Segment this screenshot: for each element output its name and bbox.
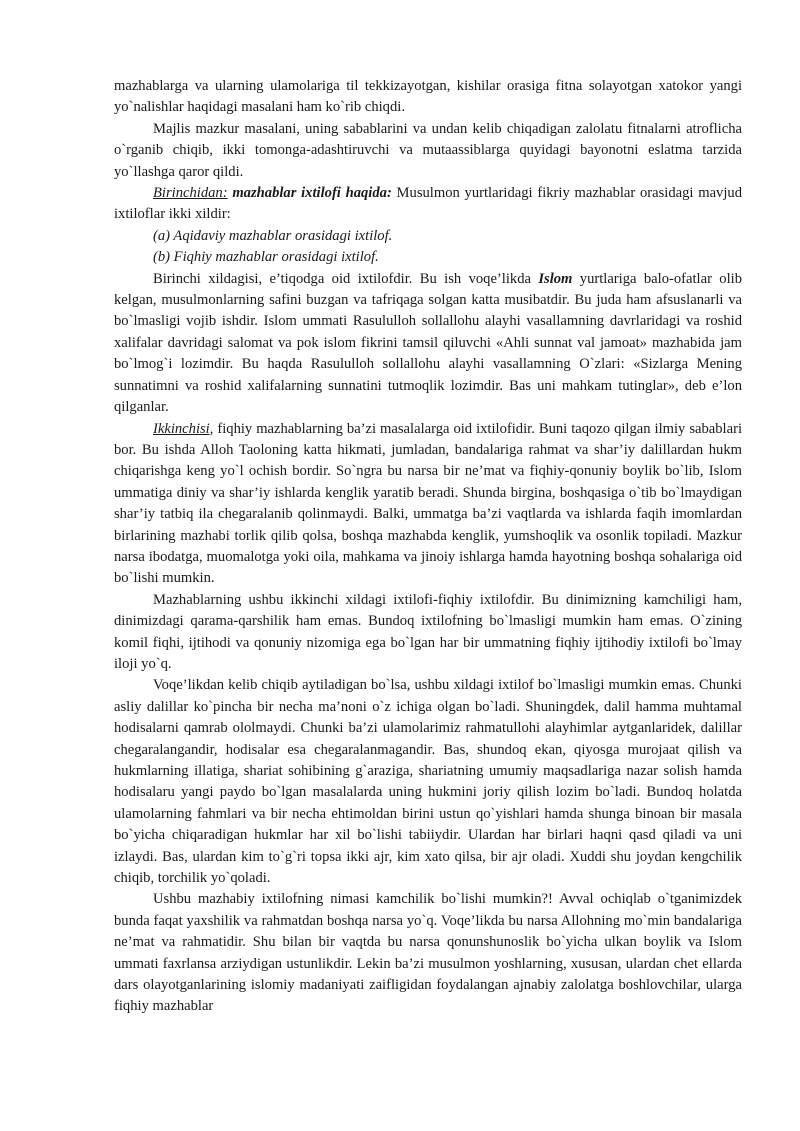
paragraph-conclusion: Ushbu mazhabiy ixtilofning nimasi kamchilik bo`lishi mumkin?! Avval ochiqlab o`tganimizdek bunda faqat yaxshilik va rahmatdan boshqa narsa yo`q. Voqe’likda bu narsa Allohning mo`min bandalariga ne’mat va rahmatidir. Shu bilan bir vaqtda bu narsa qonunshunoslik bo`yicha ulkan boylik va Islom ummati faxrlansa arziydigan ustunlikdir. Lekin ba’zi musulmon yoshlarning, xususan, ulardan chet ellarda dars olayotganlarining islomiy madaniyati zaifligidan foydalangan ajnabiy zalolatga boshlovchilar, ularga fiqhiy mazhablar [114, 891, 742, 1015]
first-point-heading: mazhablar ixtilofi haqida: [232, 185, 392, 202]
paragraph-reality: Voqe’likdan kelib chiqib aytiladigan bo`lsa, ushbu xildagi ixtilof bo`lmasligi mumkin emas. Chunki asliy dalillar ko`pincha bir necha ma’noni o`z ichiga olgan bo`ladi. Shuningdek, dalil hamma muhtamal hodisalarni qamrab ololmaydi. Chunki ba’zi ulamolarimiz rahmatullohi alayhimlar aytganlaridek, dalillar chegaralangandir, hodisalar esa chegaralanmagandir. Bas, shundoq ekan, qiyosga murojaat qilish va hukmlarning illatiga, shariat sohibining g`araziga, shariatning umumiy maqsadlariga nazar solish hamda hodisalaru yangi paydo bo`lgan masalalarda uning hukmini joriy qilish lozim bo`ladi. Bundoq holatda ulamolarning fahmlari va bir necha ehtimoldan birini ustun qo`yishlari hamda shunga binoan bir masala bo`yicha chiqaradigan hukmlar har xil bo`lishi tabiiydir. Ulardan har birlari haqni qasd qiladi va uni izlaydi. Bas, ulardan kim to`g`ri topsa ikki ajr, kim xato qilsa, bir ajr oladi. Xuddi shu joydan kengchilik chiqib, torchilik yo`qoladi. [114, 677, 742, 887]
first-point-text: Musulmon yurtlaridagi fikriy mazhablar orasidagi mavjud ixtiloflar ikki xildir: [114, 185, 742, 223]
document-page [114, 76, 742, 1018]
second-type-text: fiqhiy mazhablarning ba’zi masalalarga oid ixtilofidir. Buni taqozo qilgan ilmiy sabablari bor. Bu ishda Alloh Taoloning katta hikmati, jumladan, bandalariga rahmat va shar’iy dalillardan hukm chiqarishga keng yo`l ochish bordir. So`ngra bu narsa bir ne’mat va fiqhiy-qonuniy boylik bo`lib, Islom ummatiga diniy va shar’iy ishlarda kenglik yaratib beradi. Shunda birgina, boshqasiga o`tib bo`lmaydigan shar’iy tatbiq ila chegaralanib qolinmaydi. Balki, ummatga ba’zi vaqtlarda va ishlarda faqih imomlardan birlarining mazhabi torlik qilib qolsa, boshqa mazhabda kenglik, yumshoqlik va osonlik topiladi. Mazkur narsa ibodatga, muomalotga yoki oila, mahkama va jinoiy ishlarga hamda hayotning boshqa sohalariga oid bo`lishi mumkin. [114, 420, 742, 587]
first-type-text-start: Birinchi xildagisi, e’tiqodga oid ixtilofdir. Bu ish voqe’likda [153, 270, 539, 287]
paragraph-first-type [114, 269, 742, 419]
first-type-text-rest: yurtlariga balo-ofatlar olib kelgan, musulmonlarning safini buzgan va tafriqaga solgan katta musibatdir. Bu juda ham afsuslanarli va bo`lmasligi vojib ishdir. Islom ummati Rasululloh sollallohu alayhi vasallamning davrlaridagi va roshid xalifalar davridagi salomat va pok islom fikrini tamsil qiluvchi «Ahli sunnat val jamoat» mazhabida jam bo`lmog`i lozimdir. Bu haqda Rasululloh sollallohu alayhi vasallamning O`zlari: «Sizlarga Mening sunnatimni va roshid xalifalarning sunnatini tutmoqlik lozimdir. Bas uni mahkam tutinglar», deb e’lon qilganlar. [114, 270, 742, 416]
list-item-b: (b) Fiqhiy mazhablar orasidagi ixtilof. [153, 249, 379, 266]
second-point-label: Ikkinchisi, [153, 420, 214, 437]
first-point-label: Birinchidan: [153, 185, 228, 202]
list-item-a: (a) Aqidaviy mazhablar orasidagi ixtilof. [153, 227, 393, 244]
islom-emphasis: Islom [538, 270, 573, 287]
paragraph-first-point [114, 183, 742, 226]
paragraph-council-decision: Majlis mazkur masalani, uning sabablarini va undan kelib chiqadigan zalolatu fitnalarni atroflicha o`rganib chiqib, ikki tomonga-adashtiruvchi va mutaassiblarga quyidagi bayonotni eslatma tarzida yo`llashga qaror qildi. [114, 120, 742, 180]
paragraph-second-type [114, 419, 742, 590]
paragraph-continuation: mazhablarga va ularning ulamolariga til tekkizayotgan, kishilar orasiga fitna solayotgan xatokor yangi yo`nalishlar haqidagi masalani ham ko`rib chiqdi. [114, 78, 742, 116]
paragraph-fiqh-difference: Mazhablarning ushbu ikkinchi xildagi ixtilofi-fiqhiy ixtilofdir. Bu dinimizning kamchiligi ham, dinimizdagi qarama-qarshilik ham emas. Bundoq ixtilofning bo`lmasligi mumkin ham emas. O`zining komil fiqhi, ijtihodi va qonuniy nizomiga ega bo`lgan har bir ummatning fiqhiy ijtihodiy ixtilofi bo`lmay iloji yo`q. [114, 591, 742, 672]
